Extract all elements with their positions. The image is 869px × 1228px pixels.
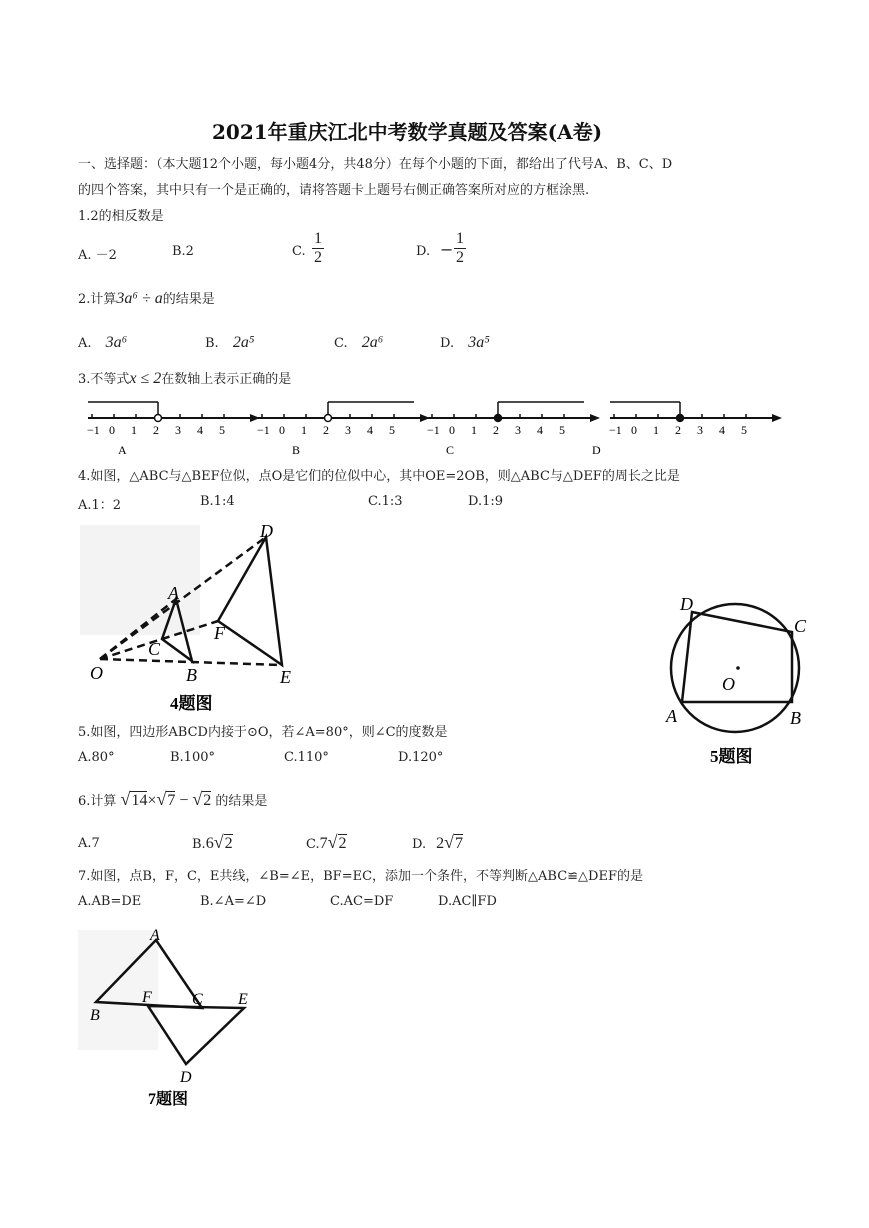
q4-stem: 4.如图，△ABC与△BEF位似，点O是它们的位似中心，其中OE=2OB，则△ABC与△DEF的周长之比是 xyxy=(78,469,680,484)
q1-option-b: B.2 xyxy=(172,244,194,259)
q4-point-f: F xyxy=(214,623,225,643)
q6-option-d: D. 2√7 xyxy=(412,832,463,852)
q6-option-b: B.6√2 xyxy=(192,832,233,852)
q1-option-c xyxy=(292,244,306,259)
q2-option-d xyxy=(440,334,490,352)
q5-point-c: C xyxy=(794,616,807,636)
q6-option-c-label: C. xyxy=(306,837,320,852)
q3-stem-suffix: 在数轴上表示正确的是 xyxy=(161,372,292,387)
q5-stem: 5.如图，四边形ABCD内接于⊙O，若∠A=80°，则∠C的度数是 xyxy=(78,725,448,740)
number-line-tick-label: 2 xyxy=(323,423,329,437)
q4-point-c: C xyxy=(148,639,161,659)
q4-point-o: O xyxy=(90,663,103,683)
q6-b-radicand: 2 xyxy=(224,835,233,852)
q6-c-radicand: 2 xyxy=(338,835,347,852)
q5-option-d: D.120° xyxy=(398,750,444,765)
section-intro-line2: 的四个答案，其中只有一个是正确的，请将答题卡上题号右侧正确答案所对应的方框涂黑. xyxy=(78,183,590,198)
q2-stem xyxy=(78,290,215,309)
number-line-a xyxy=(87,402,260,437)
q6-option-c: C.7√2 xyxy=(306,832,347,852)
number-line-tick-label: −1 xyxy=(257,423,270,437)
q2-option-c xyxy=(334,334,383,352)
q7-option-b: B.∠A=∠D xyxy=(200,894,267,909)
q5-option-b: B.100° xyxy=(170,750,215,765)
q7-option-c: C.AC=DF xyxy=(330,894,394,909)
number-line-label-c: C xyxy=(446,443,455,457)
number-line-tick-label: 5 xyxy=(559,423,565,437)
q4-option-d: D.1:9 xyxy=(468,494,504,509)
q4-point-a: A xyxy=(168,583,179,603)
q2-option-c-label: C. xyxy=(334,336,348,351)
q6-radicand-2: 7 xyxy=(167,792,176,809)
q7-figure-caption: 7题图 xyxy=(148,1091,189,1108)
number-line-tick-label: 3 xyxy=(697,423,703,437)
number-line-tick-label: 1 xyxy=(471,423,477,437)
q5-point-d: D xyxy=(680,594,693,614)
q2-option-b xyxy=(205,334,254,352)
number-line-label-a: A xyxy=(118,443,127,457)
q4-figure-caption: 4题图 xyxy=(170,694,213,713)
q2-option-d-label: D. xyxy=(440,336,455,351)
q6-minus: − xyxy=(179,792,189,809)
q7-stem: 7.如图，点B，F，C，E共线，∠B=∠E，BF=EC，添加一个条件，不等判断△ABC≌△DEF的是 xyxy=(78,869,643,884)
number-line-tick-label: 0 xyxy=(109,423,115,437)
q7-point-c: C xyxy=(192,991,203,1008)
section-intro-line1: 一、选择题：（本大题12个小题，每小题4分，共48分）在每个小题的下面，都给出了代号A、B、C、D xyxy=(78,157,673,172)
q3-stem xyxy=(78,370,291,389)
hollow-endpoint xyxy=(155,415,162,422)
q1-stem: 1.2的相反数是 xyxy=(78,209,164,224)
number-line-arrowhead xyxy=(590,414,600,422)
number-line-tick-label: 5 xyxy=(219,423,225,437)
number-line-tick-label: 1 xyxy=(653,423,659,437)
q6-expression: √14×√7 − √2 xyxy=(120,789,212,809)
number-line-tick-label: 0 xyxy=(631,423,637,437)
number-line-tick-label: 4 xyxy=(367,423,373,437)
number-line-tick-label: 1 xyxy=(301,423,307,437)
page-title: 2021年重庆江北中考数学真题及答案(A卷) xyxy=(212,120,603,144)
number-line-tick-label: 1 xyxy=(131,423,137,437)
q3-stem-prefix: 3.不等式 xyxy=(78,372,130,387)
q7-option-a: A.AB=DE xyxy=(78,894,142,909)
q2-option-a-label: A. xyxy=(78,336,92,351)
q5-figure xyxy=(660,590,820,775)
q2-option-c-value: 2a⁶ xyxy=(361,334,384,351)
q1-c-numerator: 1 xyxy=(314,230,322,247)
q6-stem-prefix: 6.计算 xyxy=(78,794,117,809)
q5-quadrilateral-abcd xyxy=(682,612,792,702)
number-line-tick-label: −1 xyxy=(609,423,622,437)
number-line-tick-label: 2 xyxy=(153,423,159,437)
q1-option-d-neg: − xyxy=(440,240,454,259)
q6-radicand-3: 2 xyxy=(203,792,212,809)
q6-stem xyxy=(78,790,267,811)
q6-d-coef: 2 xyxy=(436,835,445,852)
q7-point-d: D xyxy=(180,1069,192,1086)
q1-option-a: A. －2 xyxy=(78,248,117,263)
q7-option-d: D.AC∥FD xyxy=(438,894,497,909)
q2-option-d-value: 3a⁵ xyxy=(468,334,490,351)
q6-option-d-label: D. xyxy=(412,837,427,852)
q2-stem-expression: 3a⁶ ÷ a xyxy=(116,290,163,307)
number-line-tick-label: −1 xyxy=(427,423,440,437)
hollow-endpoint xyxy=(325,415,332,422)
q7-point-e: E xyxy=(238,991,248,1008)
number-line-tick-label: 5 xyxy=(389,423,395,437)
q2-option-a-value: 3a⁶ xyxy=(105,334,128,351)
q6-stem-suffix: 的结果是 xyxy=(215,794,268,809)
q6-radicand-1: 14 xyxy=(131,792,148,809)
number-line-label-d: D xyxy=(592,443,601,457)
q4-option-b: B.1:4 xyxy=(200,494,235,509)
q5-point-a: A xyxy=(666,706,677,726)
number-line-tick-label: 3 xyxy=(515,423,521,437)
number-line-arrowhead xyxy=(772,414,782,422)
q3-number-lines xyxy=(0,390,869,465)
number-line-tick-label: 4 xyxy=(537,423,543,437)
number-line-tick-label: −1 xyxy=(87,423,100,437)
number-line-tick-label: 2 xyxy=(675,423,681,437)
number-line-tick-label: 4 xyxy=(719,423,725,437)
number-line-tick-label: 5 xyxy=(741,423,747,437)
q6-b-coef: 6 xyxy=(205,835,214,852)
q1-option-d xyxy=(416,244,430,259)
number-line-tick-label: 3 xyxy=(175,423,181,437)
number-line-c xyxy=(427,402,600,437)
q6-option-a: A.7 xyxy=(78,836,100,851)
q1-option-d-fraction xyxy=(454,230,466,267)
q4-triangle-def xyxy=(218,537,282,665)
q7-point-a: A xyxy=(150,927,160,944)
q4-point-d: D xyxy=(260,521,273,541)
number-line-tick-label: 2 xyxy=(493,423,499,437)
solid-endpoint xyxy=(677,415,684,422)
q5-point-b: B xyxy=(790,708,801,728)
solid-endpoint xyxy=(495,415,502,422)
q1-d-denominator: 2 xyxy=(456,249,464,266)
q5-option-a: A.80° xyxy=(78,750,115,765)
q2-stem-prefix: 2.计算 xyxy=(78,292,117,307)
q4-option-a: A.1：2 xyxy=(78,498,122,513)
number-line-d xyxy=(609,402,782,437)
q1-option-c-fraction xyxy=(312,230,324,267)
q1-option-c-label: C. xyxy=(292,244,306,259)
number-line-tick-label: 3 xyxy=(345,423,351,437)
q6-option-b-label: B. xyxy=(192,837,206,852)
number-line-tick-label: 0 xyxy=(279,423,285,437)
q4-point-e: E xyxy=(280,667,291,687)
q6-d-radicand: 7 xyxy=(454,835,463,852)
number-line-b xyxy=(257,402,430,437)
q7-triangle-def xyxy=(148,1006,244,1064)
q4-point-b: B xyxy=(186,665,197,685)
q2-option-a xyxy=(78,334,127,352)
q1-d-numerator: 1 xyxy=(456,230,464,247)
q5-option-c: C.110° xyxy=(284,750,329,765)
q3-stem-expression: x ≤ 2 xyxy=(129,370,162,387)
q2-stem-suffix: 的结果是 xyxy=(162,292,215,307)
q2-option-b-value: 2a⁵ xyxy=(232,334,255,351)
q5-center-dot xyxy=(736,666,740,670)
q5-point-o: O xyxy=(722,674,735,694)
number-line-tick-label: 4 xyxy=(197,423,203,437)
q7-figure xyxy=(78,920,278,1115)
q5-figure-caption: 5题图 xyxy=(710,747,753,766)
q7-point-f: F xyxy=(142,989,152,1006)
number-line-tick-label: 0 xyxy=(449,423,455,437)
q4-figure xyxy=(70,515,310,745)
q1-option-d-label: D. xyxy=(416,244,431,259)
q2-option-b-label: B. xyxy=(205,336,219,351)
number-line-label-b: B xyxy=(292,443,301,457)
q1-c-denominator: 2 xyxy=(314,249,322,266)
q6-times: × xyxy=(147,792,157,809)
q6-c-coef: 7 xyxy=(319,835,328,852)
q7-point-b: B xyxy=(90,1007,100,1024)
q4-option-c: C.1:3 xyxy=(368,494,403,509)
